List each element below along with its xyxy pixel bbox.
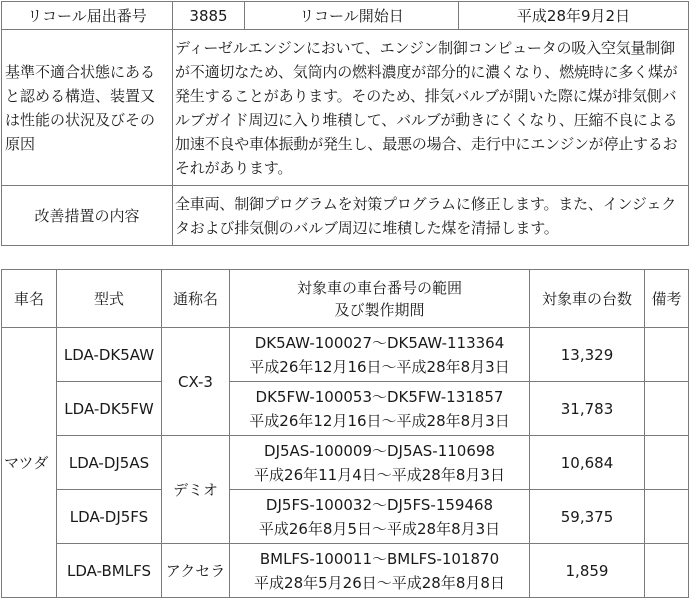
notification-number: 3885 [173, 2, 245, 30]
table-row [2, 382, 689, 436]
header-count: 対象車の台数 [530, 270, 645, 328]
count-cell: 10,684 [530, 436, 645, 490]
production-period: 平成26年8月5日〜平成28年8月3日 [258, 519, 501, 538]
corrective-measure-label: 改善措置の内容 [2, 186, 173, 246]
model-cell: LDA-BMLFS [57, 544, 162, 598]
production-period: 平成26年12月16日〜平成28年8月3日 [249, 411, 510, 430]
header-model: 型式 [57, 270, 162, 328]
range-cell [230, 436, 530, 490]
remarks-cell [645, 328, 689, 382]
count-cell: 13,329 [530, 328, 645, 382]
range-cell [230, 382, 530, 436]
chassis-range: DK5AW-100027〜DK5AW-113364 [254, 333, 505, 352]
table-row [2, 436, 689, 490]
header-range [230, 270, 530, 328]
production-period: 平成26年12月16日〜平成28年8月3日 [249, 357, 510, 376]
production-period: 平成28年5月26日〜平成28年8月8日 [254, 573, 505, 592]
model-cell: LDA-DK5AW [57, 328, 162, 382]
header-maker: 車名 [2, 270, 57, 328]
chassis-range: DJ5FS-100032〜DJ5FS-159468 [265, 495, 494, 514]
count-cell: 59,375 [530, 490, 645, 544]
notification-number-label: リコール届出番号 [2, 2, 173, 30]
count-cell: 31,783 [530, 382, 645, 436]
production-period: 平成26年11月4日〜平成28年8月3日 [254, 465, 505, 484]
chassis-range: DK5FW-100053〜DK5FW-131857 [255, 387, 504, 406]
table-row [2, 328, 689, 382]
vehicle-table [1, 269, 689, 598]
name-cell: アクセラ [162, 544, 230, 598]
model-cell: LDA-DJ5FS [57, 490, 162, 544]
chassis-range: DJ5AS-100009〜DJ5AS-110698 [264, 441, 495, 460]
header-name: 通称名 [162, 270, 230, 328]
remarks-cell [645, 490, 689, 544]
maker-cell: マツダ [2, 328, 57, 598]
remarks-cell [645, 544, 689, 598]
range-cell [230, 328, 530, 382]
count-cell: 1,859 [530, 544, 645, 598]
defect-reason-label: 基準不適合状態にあると認める構造、装置又は性能の状況及びその原因 [2, 30, 173, 186]
table-row [2, 544, 689, 598]
range-cell [230, 544, 530, 598]
remarks-cell [645, 382, 689, 436]
table-row [2, 490, 689, 544]
chassis-range: BMLFS-100011〜BMLFS-101870 [259, 549, 500, 568]
remarks-cell [645, 436, 689, 490]
name-cell: CX-3 [162, 328, 230, 436]
header-range-line1: 対象車の車台番号の範囲 [296, 278, 462, 297]
start-date: 平成28年9月2日 [459, 2, 689, 30]
name-cell: デミオ [162, 436, 230, 544]
recall-summary-table [1, 1, 689, 246]
range-cell [230, 490, 530, 544]
defect-reason-text: ディーゼルエンジンにおいて、エンジン制御コンピュータの吸入空気量制御が不適切なため、気筒内の燃料濃度が部分的に濃くなり、燃焼時に多く煤が発生することがあります。そのため、排気バルブが開いた際に煤が排気側バルブガイド周辺に入り堆積して、バルブが動きにくくなり、圧縮不良による加速不良や車体振動が発生し、最悪の場合、走行中にエンジンが停止するおそれがあります。 [173, 30, 689, 186]
header-range-line2: 及び製作期間 [334, 300, 425, 319]
start-date-label: リコール開始日 [245, 2, 459, 30]
model-cell: LDA-DJ5AS [57, 436, 162, 490]
corrective-measure-text: 全車両、制御プログラムを対策プログラムに修正します。また、インジェクタおよび排気側のバルブ周辺に堆積した煤を清掃します。 [173, 186, 689, 246]
header-remarks: 備考 [645, 270, 689, 328]
model-cell: LDA-DK5FW [57, 382, 162, 436]
